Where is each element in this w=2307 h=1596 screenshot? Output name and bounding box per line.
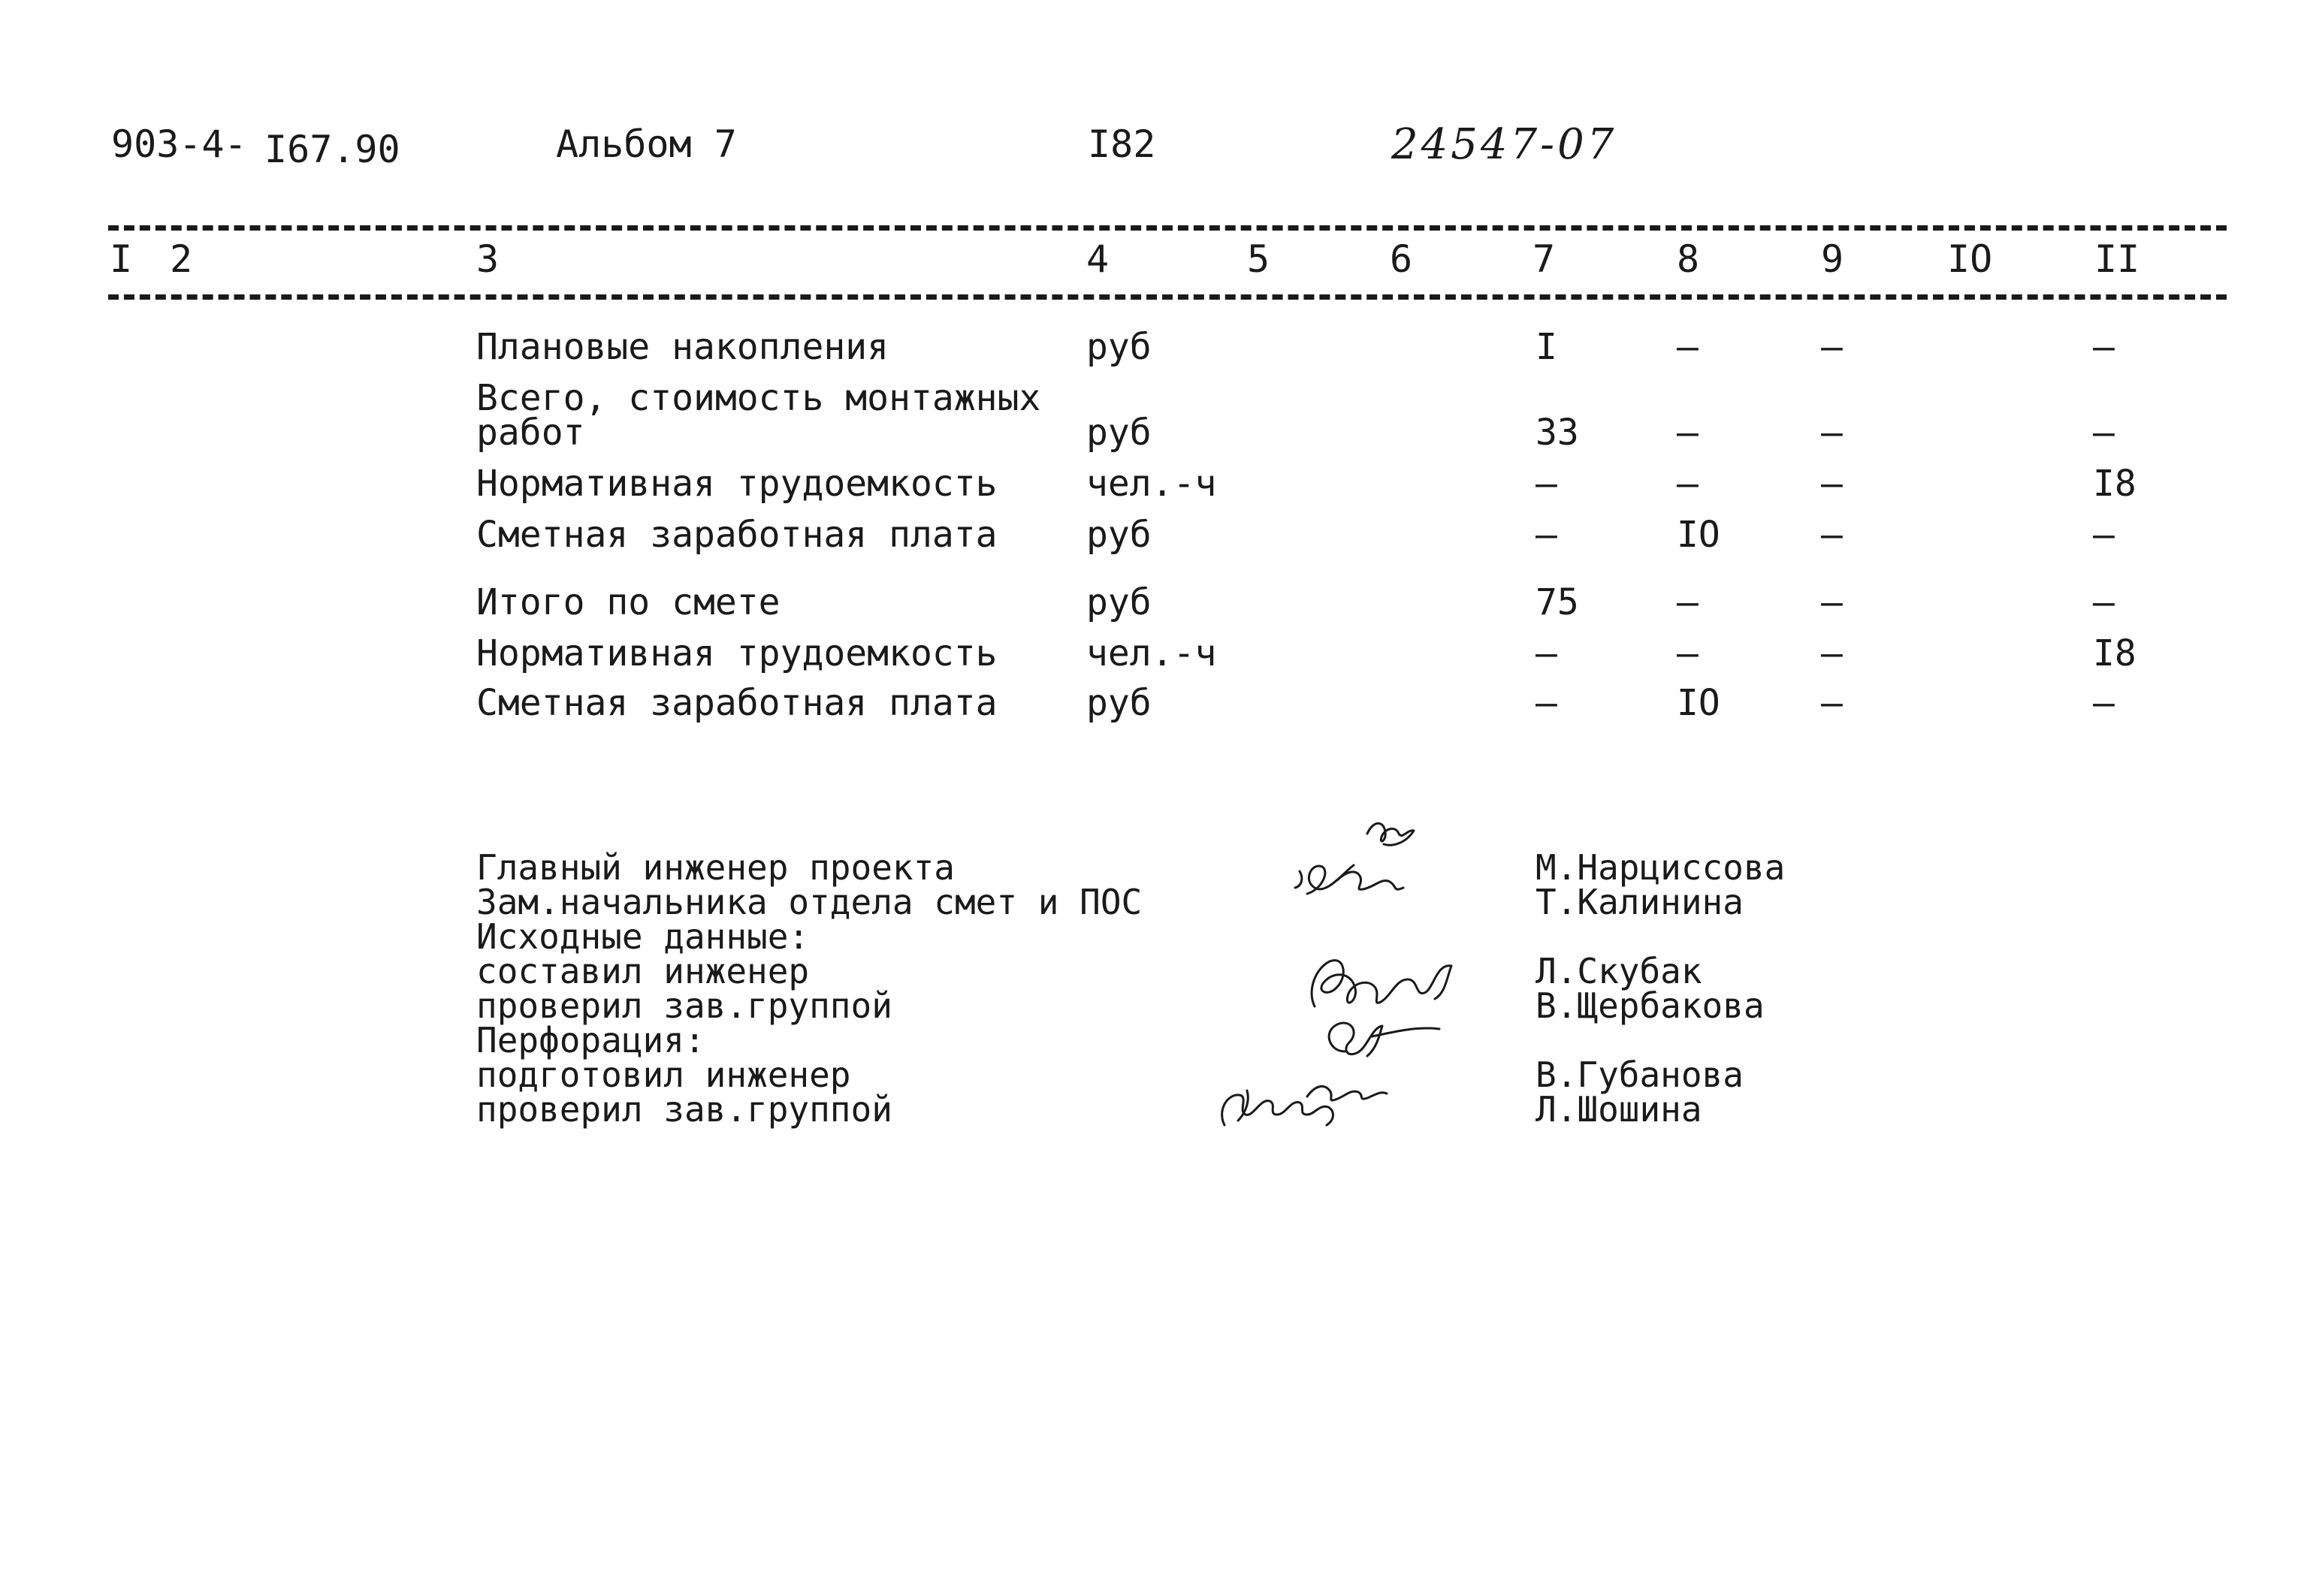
row-unit: руб [1086, 412, 1152, 454]
row-name-line2: работ [476, 412, 585, 454]
row-unit: руб [1086, 514, 1152, 556]
name-6: Л.Шошина [1535, 1089, 1702, 1130]
row-col9: – [1821, 463, 1843, 505]
col-header-1: I [110, 237, 133, 281]
row-col8: IO [1677, 514, 1720, 556]
col-header-3: 3 [476, 237, 500, 281]
row-col9: – [1821, 514, 1843, 556]
row-col8: – [1677, 412, 1699, 454]
row-col11: – [2093, 326, 2115, 368]
row-unit: чел.-ч [1086, 632, 1217, 674]
name-4: В.Щербакова [1535, 985, 1765, 1026]
role-perforation: Перфорация: [476, 1020, 705, 1060]
role-checked-by: проверил зав.группой [476, 985, 892, 1026]
row-col7: – [1535, 682, 1557, 724]
row-col7: – [1535, 514, 1557, 556]
role-prepared-by: подготовил инженер [476, 1054, 851, 1095]
row-name: Плановые накопления [476, 326, 889, 368]
row-col7: 75 [1535, 581, 1579, 623]
row-col9: – [1821, 682, 1843, 724]
row-col7: 33 [1535, 412, 1579, 454]
row-col9: – [1821, 326, 1843, 368]
col-header-4: 4 [1086, 237, 1110, 281]
row-col11: I8 [2093, 463, 2136, 505]
row-name: Итого по смете [476, 581, 781, 623]
name-1: М.Нарциссова [1535, 847, 1786, 888]
row-col8: IO [1677, 682, 1720, 724]
header-top-rule [108, 225, 2227, 231]
name-5: В.Губанова [1535, 1054, 1744, 1095]
series-code: 903-4- [111, 122, 247, 166]
handwritten-signatures [1194, 811, 1540, 1142]
row-col7: – [1535, 632, 1557, 674]
row-unit: чел.-ч [1086, 463, 1217, 505]
role-source-data: Исходные данные: [476, 916, 810, 957]
row-name: Сметная заработная плата [476, 682, 998, 724]
row-unit: руб [1086, 326, 1152, 368]
role-compiled-by: составил инженер [476, 951, 810, 991]
row-col8: – [1677, 463, 1699, 505]
document-number: 24547-07 [1391, 120, 1617, 169]
name-2: Т.Калинина [1535, 882, 1744, 922]
row-name: Нормативная трудоемкость [476, 463, 998, 505]
role-chief-engineer: Главный инженер проекта [476, 847, 955, 888]
row-col11: – [2093, 514, 2115, 556]
row-col11: – [2093, 682, 2115, 724]
col-header-6: 6 [1390, 237, 1413, 281]
name-3: Л.Скубак [1535, 951, 1702, 991]
row-name-line1: Всего, стоимость монтажных [476, 377, 1041, 419]
row-col9: – [1821, 581, 1843, 623]
page-number: I82 [1088, 122, 1156, 166]
row-unit: руб [1086, 581, 1152, 623]
row-col9: – [1821, 412, 1843, 454]
row-col11: I8 [2093, 632, 2136, 674]
row-col11: – [2093, 581, 2115, 623]
col-header-2: 2 [170, 237, 193, 281]
row-unit: руб [1086, 682, 1152, 724]
role-deputy-head: Зам.начальника отдела смет и ПОС [476, 882, 1143, 922]
col-header-10: IO [1947, 237, 1993, 281]
col-header-8: 8 [1677, 237, 1700, 281]
row-name: Нормативная трудоемкость [476, 632, 998, 674]
col-header-5: 5 [1247, 237, 1270, 281]
row-col9: – [1821, 632, 1843, 674]
row-col8: – [1677, 581, 1699, 623]
row-col7: – [1535, 463, 1557, 505]
role-checked-by-2: проверил зав.группой [476, 1089, 892, 1130]
col-header-11: II [2094, 237, 2140, 281]
row-name: Сметная заработная плата [476, 514, 998, 556]
row-col8: – [1677, 326, 1699, 368]
col-header-9: 9 [1821, 237, 1844, 281]
col-header-7: 7 [1532, 237, 1556, 281]
row-col8: – [1677, 632, 1699, 674]
row-col7: I [1535, 326, 1557, 368]
project-code: I67.90 [264, 128, 400, 171]
row-col11: – [2093, 412, 2115, 454]
header-bottom-rule [108, 294, 2227, 300]
album-label: Альбом 7 [556, 122, 737, 166]
